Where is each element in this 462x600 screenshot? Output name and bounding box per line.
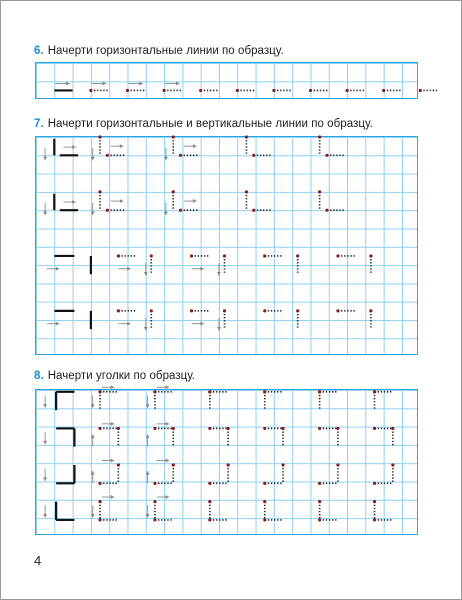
start-dot bbox=[373, 518, 376, 521]
start-dot bbox=[236, 89, 239, 92]
arrow-icon bbox=[193, 144, 197, 148]
arrow-icon bbox=[56, 322, 60, 326]
start-dot bbox=[318, 427, 321, 430]
start-dot bbox=[117, 254, 120, 257]
start-dot bbox=[325, 209, 328, 212]
start-dot bbox=[369, 254, 372, 257]
arrow-icon bbox=[144, 327, 148, 331]
start-dot bbox=[172, 135, 175, 138]
start-dot bbox=[172, 190, 175, 193]
task-7-drawing bbox=[36, 137, 419, 356]
start-dot bbox=[98, 500, 101, 503]
start-dot bbox=[318, 390, 321, 393]
task-6-text: Начерти горизонтальные линии по образцу. bbox=[47, 45, 284, 57]
start-dot bbox=[245, 135, 248, 138]
start-dot bbox=[227, 463, 230, 466]
arrow-icon bbox=[144, 272, 148, 276]
arrow-icon bbox=[120, 144, 124, 148]
arrow-icon bbox=[43, 404, 47, 408]
task-7-title bbox=[34, 118, 373, 130]
start-dot bbox=[336, 254, 339, 257]
arrow-icon bbox=[111, 458, 115, 462]
start-dot bbox=[263, 309, 266, 312]
arrow-icon bbox=[200, 322, 204, 326]
start-dot bbox=[336, 309, 339, 312]
start-dot bbox=[223, 309, 226, 312]
arrow-icon bbox=[111, 422, 115, 426]
start-dot bbox=[318, 482, 321, 485]
start-dot bbox=[117, 309, 120, 312]
start-dot bbox=[227, 427, 230, 430]
arrow-icon bbox=[217, 272, 221, 276]
start-dot bbox=[153, 482, 156, 485]
arrow-icon bbox=[43, 157, 47, 161]
start-dot bbox=[373, 427, 376, 430]
start-dot bbox=[391, 463, 394, 466]
arrow-icon bbox=[91, 404, 95, 408]
start-dot bbox=[318, 190, 321, 193]
arrow-icon bbox=[176, 81, 180, 85]
task-7-grid bbox=[35, 136, 418, 355]
start-dot bbox=[263, 500, 266, 503]
start-dot bbox=[252, 209, 255, 212]
start-dot bbox=[318, 135, 321, 138]
start-dot bbox=[419, 89, 422, 92]
arrow-icon bbox=[91, 514, 95, 518]
arrow-icon bbox=[139, 81, 143, 85]
arrow-icon bbox=[91, 212, 95, 216]
arrow-icon bbox=[127, 267, 130, 271]
start-dot bbox=[117, 427, 120, 430]
start-dot bbox=[318, 500, 321, 503]
start-dot bbox=[272, 89, 275, 92]
arrow-icon bbox=[217, 327, 221, 331]
start-dot bbox=[373, 390, 376, 393]
arrow-icon bbox=[72, 200, 76, 204]
task-6-number: 6. bbox=[34, 45, 44, 57]
start-dot bbox=[296, 309, 299, 312]
start-dot bbox=[263, 427, 266, 430]
start-dot bbox=[369, 309, 372, 312]
start-dot bbox=[382, 89, 385, 92]
start-dot bbox=[318, 518, 321, 521]
arrow-icon bbox=[127, 322, 130, 326]
arrow-icon bbox=[103, 81, 107, 85]
arrow-icon bbox=[120, 199, 124, 203]
start-dot bbox=[263, 254, 266, 257]
start-dot bbox=[281, 427, 284, 430]
start-dot bbox=[150, 254, 153, 257]
start-dot bbox=[106, 209, 109, 212]
start-dot bbox=[153, 518, 156, 521]
arrow-icon bbox=[146, 404, 150, 408]
start-dot bbox=[98, 482, 101, 485]
start-dot bbox=[208, 390, 211, 393]
task-6-title bbox=[34, 45, 284, 57]
start-dot bbox=[126, 89, 129, 92]
start-dot bbox=[98, 390, 101, 393]
arrow-icon bbox=[91, 157, 95, 161]
start-dot bbox=[190, 254, 193, 257]
arrow-icon bbox=[43, 441, 47, 445]
start-dot bbox=[98, 518, 101, 521]
arrow-icon bbox=[91, 434, 95, 438]
start-dot bbox=[325, 154, 328, 157]
start-dot bbox=[208, 482, 211, 485]
task-8-drawing bbox=[36, 390, 419, 536]
start-dot bbox=[150, 309, 153, 312]
start-dot bbox=[98, 135, 101, 138]
arrow-icon bbox=[111, 495, 115, 499]
start-dot bbox=[153, 500, 156, 503]
start-dot bbox=[179, 209, 182, 212]
start-dot bbox=[245, 190, 248, 193]
arrow-icon bbox=[43, 212, 47, 216]
start-dot bbox=[252, 154, 255, 157]
task-8-title bbox=[34, 370, 195, 382]
arrow-icon bbox=[56, 267, 60, 271]
start-dot bbox=[281, 463, 284, 466]
start-dot bbox=[373, 500, 376, 503]
start-dot bbox=[208, 518, 211, 521]
start-dot bbox=[296, 254, 299, 257]
task-8-text: Начерти уголки по образцу. bbox=[47, 370, 196, 382]
start-dot bbox=[153, 427, 156, 430]
start-dot bbox=[391, 427, 394, 430]
arrow-icon bbox=[164, 212, 168, 216]
start-dot bbox=[309, 89, 312, 92]
arrow-icon bbox=[146, 471, 150, 475]
arrow-icon bbox=[146, 514, 150, 518]
arrow-icon bbox=[166, 422, 170, 426]
task-6-drawing bbox=[36, 63, 419, 100]
start-dot bbox=[163, 89, 166, 92]
start-dot bbox=[263, 390, 266, 393]
start-dot bbox=[199, 89, 202, 92]
arrow-icon bbox=[146, 434, 150, 438]
start-dot bbox=[208, 500, 211, 503]
task-8-grid bbox=[35, 389, 418, 535]
start-dot bbox=[223, 254, 226, 257]
arrow-icon bbox=[72, 145, 76, 149]
task-7-number: 7. bbox=[34, 118, 44, 130]
arrow-icon bbox=[91, 471, 95, 475]
start-dot bbox=[153, 390, 156, 393]
start-dot bbox=[179, 154, 182, 157]
arrow-icon bbox=[200, 267, 204, 271]
arrow-icon bbox=[43, 514, 47, 518]
start-dot bbox=[172, 463, 175, 466]
arrow-icon bbox=[164, 157, 168, 161]
task-7-text: Начерти горизонтальные и вертикальные линии по образцу. bbox=[47, 118, 373, 130]
start-dot bbox=[336, 463, 339, 466]
start-dot bbox=[172, 427, 175, 430]
start-dot bbox=[98, 427, 101, 430]
start-dot bbox=[208, 427, 211, 430]
start-dot bbox=[263, 518, 266, 521]
start-dot bbox=[346, 89, 349, 92]
start-dot bbox=[89, 89, 92, 92]
start-dot bbox=[373, 482, 376, 485]
arrow-icon bbox=[166, 495, 170, 499]
start-dot bbox=[98, 190, 101, 193]
start-dot bbox=[263, 482, 266, 485]
page-number: 4 bbox=[34, 553, 42, 568]
arrow-icon bbox=[193, 199, 197, 203]
arrow-icon bbox=[66, 81, 70, 85]
start-dot bbox=[106, 154, 109, 157]
task-8-number: 8. bbox=[34, 370, 44, 382]
arrow-icon bbox=[43, 477, 47, 481]
arrow-icon bbox=[166, 458, 170, 462]
start-dot bbox=[336, 427, 339, 430]
task-6-grid bbox=[35, 62, 418, 99]
start-dot bbox=[117, 463, 120, 466]
start-dot bbox=[190, 309, 193, 312]
